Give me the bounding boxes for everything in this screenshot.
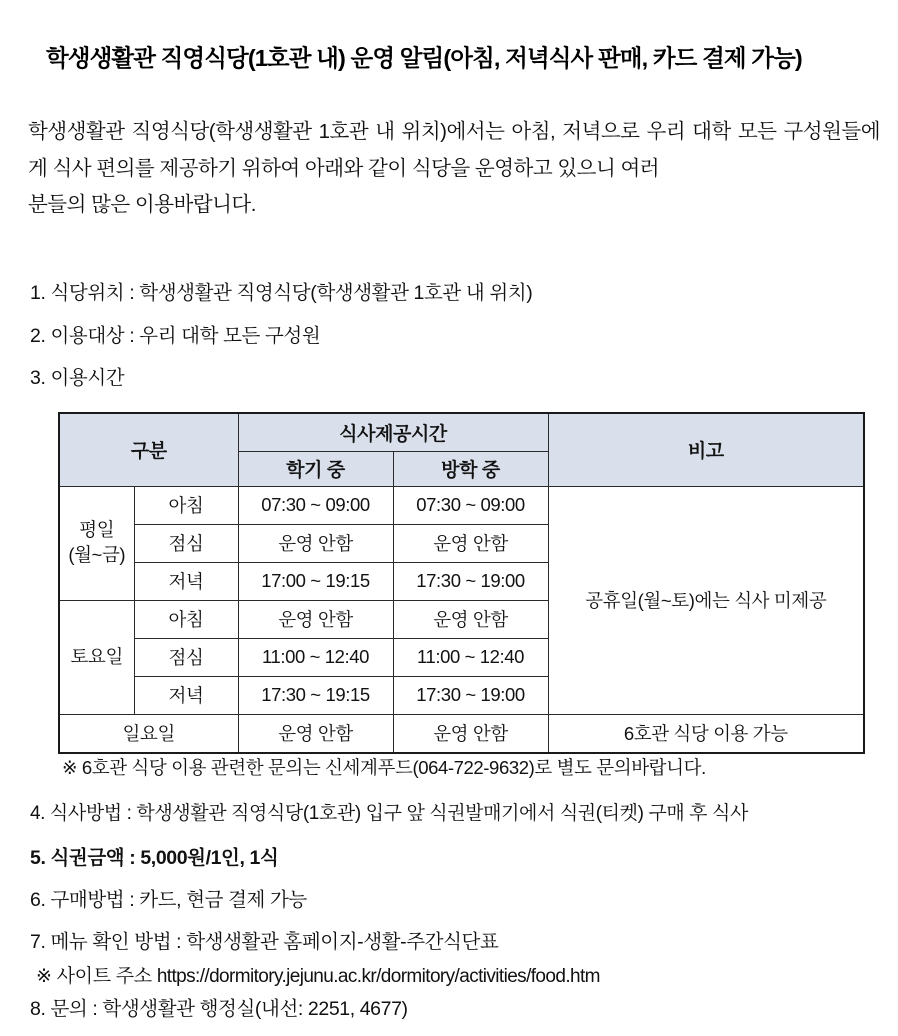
site-url[interactable]: https://dormitory.jejunu.ac.kr/dormitory/activities/food.htm <box>156 966 600 987</box>
intro-line-1: 학생생활관 직영식당(학생생활관 1호관 내 위치)에서는 아침, 저녁으로 우리 대학 모든 <box>28 120 777 144</box>
cell-daytype-sunday: 일요일 <box>59 714 238 753</box>
daytype-line-2: (월~금) <box>68 544 126 565</box>
cell-semester-2: 17:00 ~ 19:15 <box>238 562 393 600</box>
cell-semester-5: 17:30 ~ 19:15 <box>238 676 393 714</box>
table-footnote: ※ 6호관 식당 이용 관련한 문의는 신세계푸드(064-722-9632)로 별도 문의바랍니다. <box>62 757 706 778</box>
intro-line-3: 분들의 많은 이용바랍니다. <box>28 193 256 217</box>
cell-vacation-1: 운영 안함 <box>393 524 548 562</box>
header-meal-time: 식사제공시간 <box>238 413 548 451</box>
list-item-1: 1. 식당위치 : 학생생활관 직영식당(학생생활관 1호관 내 위치) <box>30 282 533 304</box>
table-row-sunday <box>59 714 864 753</box>
site-address-note <box>0 967 600 986</box>
cell-daytype-weekday <box>59 486 134 600</box>
cell-daytype-saturday: 토요일 <box>59 600 134 714</box>
header-vacation: 방학 중 <box>393 451 548 486</box>
cell-vacation-4: 11:00 ~ 12:40 <box>393 638 548 676</box>
cell-vacation-5: 17:30 ~ 19:00 <box>393 676 548 714</box>
cell-semester-sunday: 운영 안함 <box>238 714 393 753</box>
page-title: 학생생활관 직영식당(1호관 내) 운영 알림(아침, 저녁식사 판매, 카드 결제 가능) <box>46 45 802 71</box>
cell-vacation-3: 운영 안함 <box>393 600 548 638</box>
cell-remark-sunday: 6호관 식당 이용 가능 <box>548 714 864 753</box>
cell-meal-lunch-weekday: 점심 <box>134 524 238 562</box>
site-note-label: ※ 사이트 주소 <box>36 966 152 987</box>
list-item-7: 7. 메뉴 확인 방법 : 학생생활관 홈페이지-생활-주간식단표 <box>30 931 499 953</box>
daytype-line-1: 평일 <box>79 519 115 541</box>
cell-semester-4: 11:00 ~ 12:40 <box>238 638 393 676</box>
cell-meal-breakfast-weekday: 아침 <box>134 486 238 524</box>
header-semester: 학기 중 <box>238 451 393 486</box>
meal-schedule-table <box>58 412 865 754</box>
cell-semester-1: 운영 안함 <box>238 524 393 562</box>
cell-vacation-2: 17:30 ~ 19:00 <box>393 562 548 600</box>
cell-meal-dinner-saturday: 저녁 <box>134 676 238 714</box>
list-item-2: 2. 이용대상 : 우리 대학 모든 구성원 <box>30 325 321 347</box>
cell-semester-0: 07:30 ~ 09:00 <box>238 486 393 524</box>
cell-vacation-sunday: 운영 안함 <box>393 714 548 753</box>
cell-meal-breakfast-saturday: 아침 <box>134 600 238 638</box>
intro-paragraph <box>0 72 898 223</box>
table-header-row-1 <box>59 413 864 451</box>
cell-meal-lunch-saturday: 점심 <box>134 638 238 676</box>
list-item-5: 5. 식권금액 : 5,000원/1인, 1식 <box>30 847 279 869</box>
list-item-8: 8. 문의 : 학생생활관 행정실(내선: 2251, 4677) <box>30 998 408 1020</box>
schedule-table-wrapper <box>58 412 863 754</box>
list-item-6: 6. 구매방법 : 카드, 현금 결제 가능 <box>30 889 307 911</box>
intro-line-2: 구성원들에게 식사 편의를 제공하기 위하여 아래와 같이 식당을 운영하고 있으니 여러 <box>28 120 880 180</box>
header-division: 구분 <box>59 413 238 486</box>
list-item-4: 4. 식사방법 : 학생생활관 직영식당(1호관) 입구 앞 식권발매기에서 식권(티켓) 구매 후 식사 <box>30 803 748 824</box>
cell-semester-3: 운영 안함 <box>238 600 393 638</box>
header-remark: 비고 <box>548 413 864 486</box>
cell-vacation-0: 07:30 ~ 09:00 <box>393 486 548 524</box>
cell-remark-weekday: 공휴일(월~토)에는 식사 미제공 <box>548 486 864 714</box>
cell-meal-dinner-weekday: 저녁 <box>134 562 238 600</box>
list-item-3: 3. 이용시간 <box>30 367 125 389</box>
table-row <box>59 486 864 524</box>
